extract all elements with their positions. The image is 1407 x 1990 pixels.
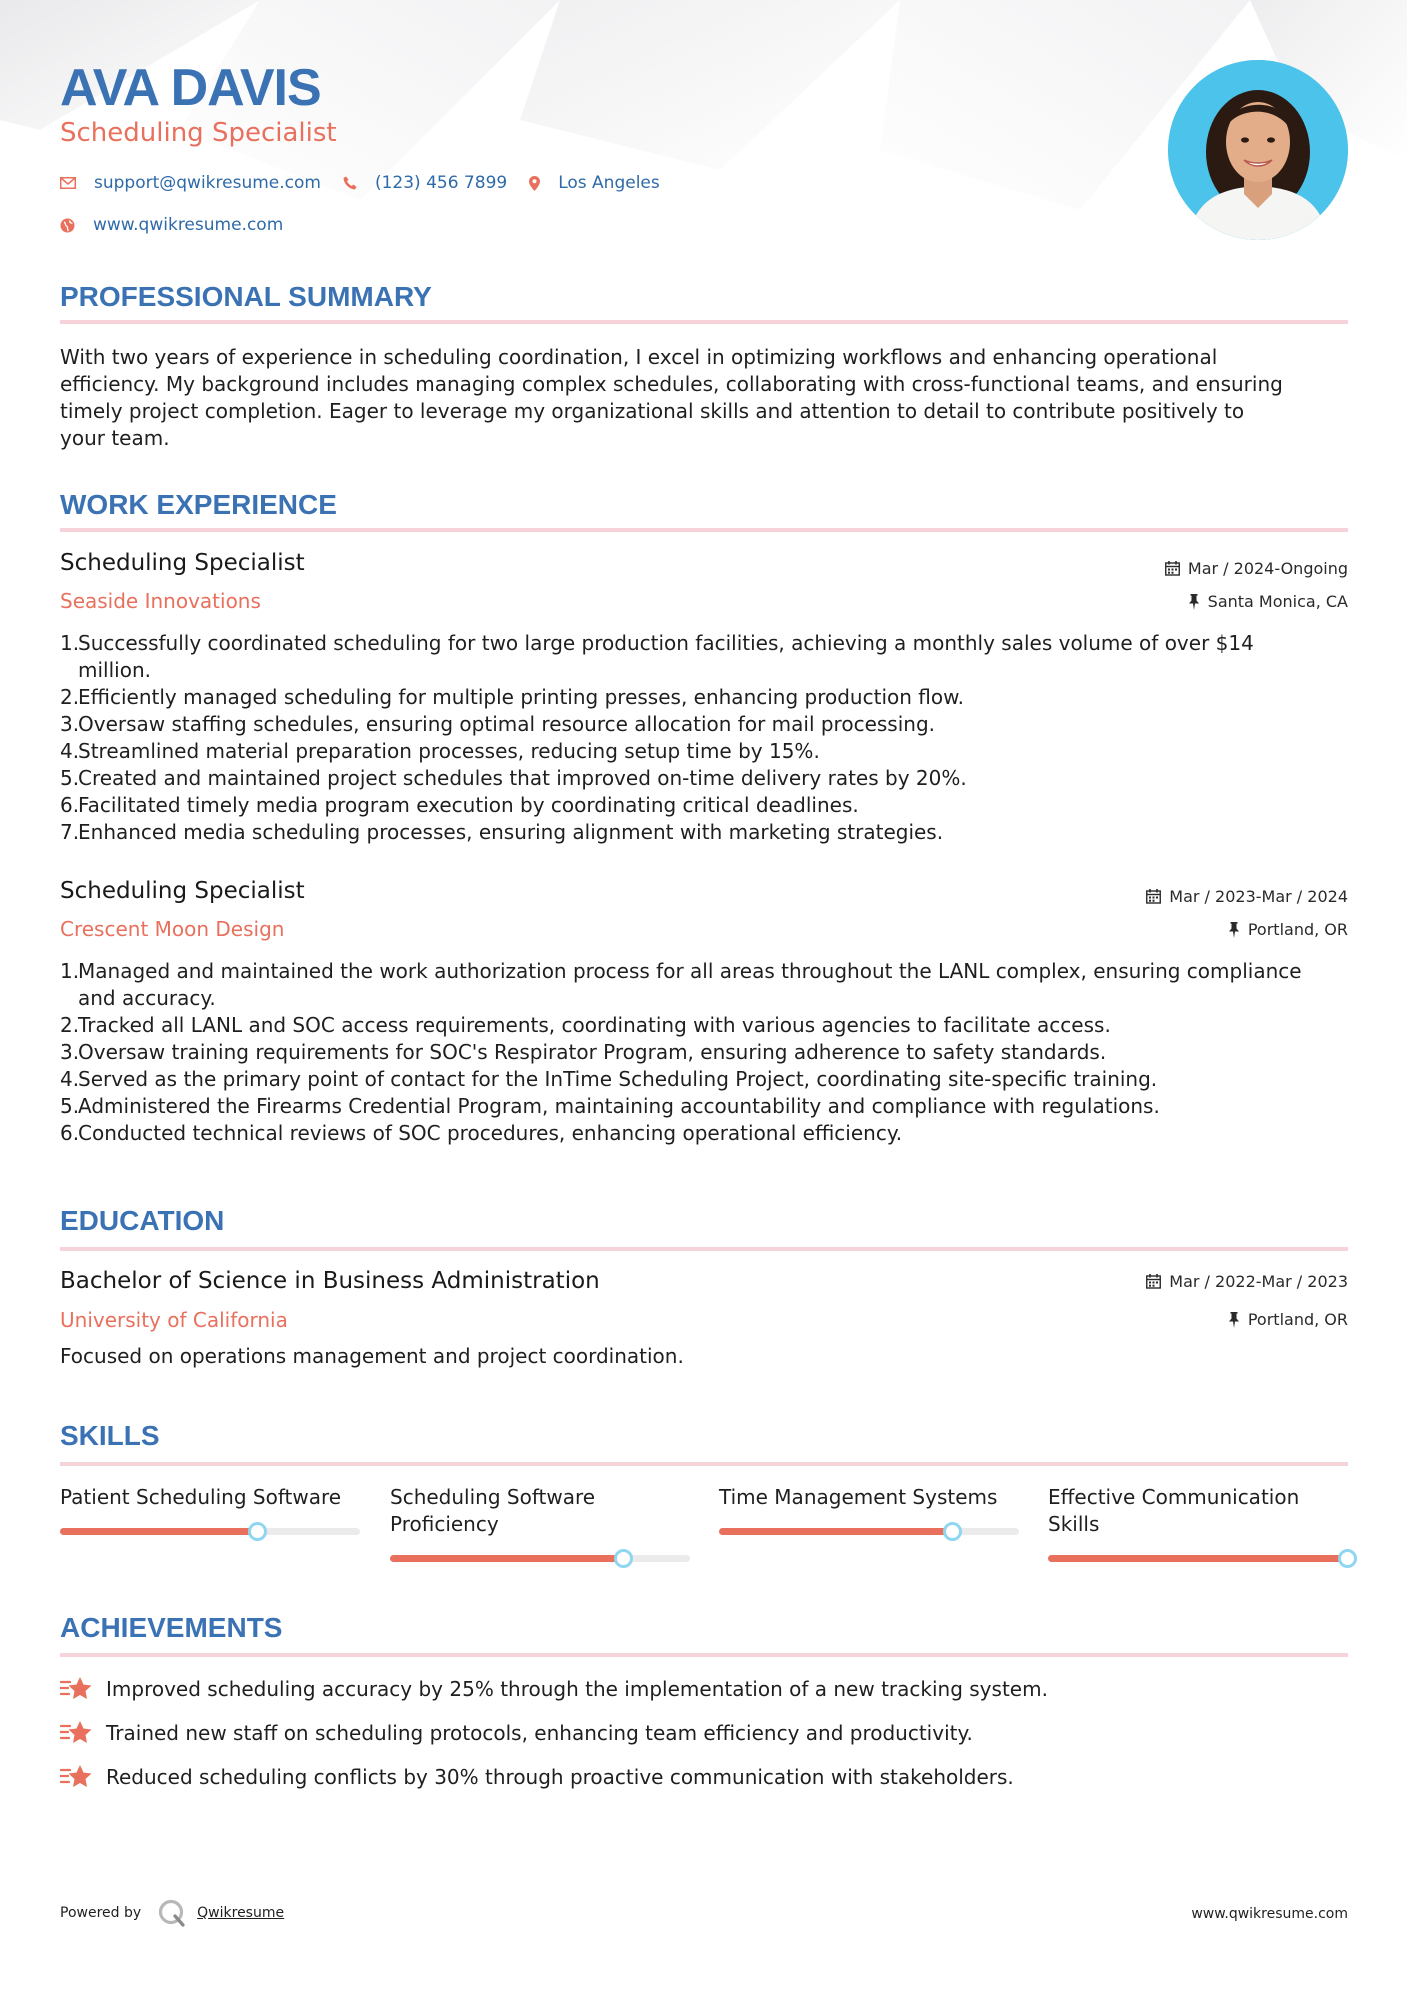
skills-divider: [60, 1462, 1348, 1466]
job-location-text: Santa Monica, CA: [1207, 592, 1348, 611]
skill-item: [1048, 1484, 1348, 1538]
skill-level-fill: [60, 1528, 258, 1535]
education-location: [1228, 1310, 1348, 1329]
profile-photo: [1168, 60, 1348, 240]
shooting-star-icon: [60, 1764, 92, 1790]
achievement-item: [60, 1676, 1048, 1702]
qwikresume-logo-icon: [157, 1898, 187, 1928]
list-item: Managed and maintained the work authorization process for all areas throughout the LANL complex, ensuring compliance and accuracy.: [78, 959, 1302, 1010]
contact-location: [529, 173, 660, 193]
powered-by-label: Powered by: [60, 1905, 142, 1921]
job-bullets: [60, 958, 1310, 1147]
list-item: Successfully coordinated scheduling for two large production facilities, achieving a monthly sales volume of over $14 million.: [78, 631, 1254, 682]
list-item: Conducted technical reviews of SOC procedures, enhancing operational efficiency.: [78, 1121, 903, 1145]
summary-section-title: PROFESSIONAL SUMMARY: [60, 281, 432, 312]
summary-text: With two years of experience in scheduling coordination, I excel in optimizing workflows and enhancing operational efficiency. My background includes managing complex schedules, collaborating with cross-functional teams, and ensuring timely project completion. Eager to leverage my organizational skills and attention to detail to contribute positively to your team.: [60, 345, 1283, 450]
list-item: Created and maintained project schedules that improved on-time delivery rates by 20%.: [78, 766, 967, 790]
skill-name: Effective Communication Skills: [1048, 1485, 1300, 1536]
skill-item: [390, 1484, 690, 1538]
portrait-illustration: [1168, 60, 1348, 240]
summary-divider: [60, 320, 1348, 324]
candidate-role: Scheduling Specialist: [60, 118, 337, 148]
skill-level-bar: [60, 1528, 360, 1535]
skill-name: Scheduling Software Proficiency: [390, 1485, 596, 1536]
achievement-item: [60, 1764, 1014, 1790]
education-section-title: EDUCATION: [60, 1205, 225, 1236]
shooting-star-icon: [60, 1676, 92, 1702]
skill-level-bar: [1048, 1555, 1348, 1562]
globe-icon: [60, 218, 75, 233]
location-text: Los Angeles: [558, 173, 660, 193]
pushpin-icon: [1188, 594, 1200, 610]
calendar-icon: [1146, 889, 1161, 904]
skill-level-knob: [614, 1549, 633, 1568]
job-location: [1228, 920, 1348, 939]
skill-level-fill: [390, 1555, 624, 1562]
achievement-text: Reduced scheduling conflicts by 30% through proactive communication with stakeholders.: [106, 1765, 1014, 1789]
job-dates: [1165, 559, 1348, 578]
list-item: Administered the Firearms Credential Program, maintaining accountability and compliance with regulations.: [78, 1094, 1160, 1118]
skill-level-fill: [1048, 1555, 1348, 1562]
pushpin-icon: [1228, 1312, 1240, 1328]
skill-level-knob: [943, 1522, 962, 1541]
job-bullets: [60, 630, 1310, 846]
skill-item: [60, 1484, 360, 1511]
list-item: Tracked all LANL and SOC access requirements, coordinating with various agencies to facilitate access.: [78, 1013, 1111, 1037]
website-text: www.qwikresume.com: [93, 215, 284, 235]
education-divider: [60, 1247, 1348, 1251]
pushpin-icon: [1228, 922, 1240, 938]
skill-name: Patient Scheduling Software: [60, 1485, 342, 1509]
skill-level-bar: [719, 1528, 1019, 1535]
phone-icon: [343, 176, 357, 190]
job-dates-text: Mar / 2023-Mar / 2024: [1169, 887, 1348, 906]
skills-section-title: SKILLS: [60, 1420, 160, 1451]
shooting-star-icon: [60, 1720, 92, 1746]
calendar-icon: [1146, 1274, 1161, 1289]
list-item: Enhanced media scheduling processes, ensuring alignment with marketing strategies.: [78, 820, 944, 844]
footer-powered-by: [60, 1898, 284, 1928]
degree-title: Bachelor of Science in Business Administration: [60, 1268, 600, 1294]
education-dates-text: Mar / 2022-Mar / 2023: [1169, 1272, 1348, 1291]
skill-level-fill: [719, 1528, 953, 1535]
achievements-section-title: ACHIEVEMENTS: [60, 1612, 283, 1643]
job-company: Seaside Innovations: [60, 589, 261, 613]
phone-text: (123) 456 7899: [374, 173, 508, 193]
job-company: Crescent Moon Design: [60, 917, 285, 941]
list-item: Served as the primary point of contact for the InTime Scheduling Project, coordinating site-specific training.: [78, 1067, 1158, 1091]
contact-website[interactable]: [60, 215, 283, 235]
education-description: Focused on operations management and project coordination.: [60, 1344, 684, 1368]
job-dates-text: Mar / 2024-Ongoing: [1187, 559, 1348, 578]
calendar-icon: [1165, 561, 1180, 576]
contact-row: [60, 173, 682, 193]
website-row: [60, 215, 305, 235]
map-pin-icon: [529, 176, 540, 191]
contact-email[interactable]: [60, 173, 321, 193]
education-dates: [1146, 1272, 1348, 1291]
contact-phone[interactable]: [343, 173, 507, 193]
envelope-icon: [60, 177, 76, 189]
list-item: Facilitated timely media program execution by coordinating critical deadlines.: [78, 793, 859, 817]
school-name: University of California: [60, 1308, 288, 1332]
skill-item: [719, 1484, 1019, 1511]
education-location-text: Portland, OR: [1247, 1310, 1348, 1329]
experience-divider: [60, 528, 1348, 532]
skill-level-bar: [390, 1555, 690, 1562]
email-text: support@qwikresume.com: [94, 173, 321, 193]
experience-section-title: WORK EXPERIENCE: [60, 489, 337, 520]
achievement-text: Trained new staff on scheduling protocols, enhancing team efficiency and productivity.: [106, 1721, 973, 1745]
qwikresume-link[interactable]: Qwikresume: [197, 1905, 285, 1921]
skill-name: Time Management Systems: [719, 1485, 998, 1509]
achievement-text: Improved scheduling accuracy by 25% through the implementation of a new tracking system.: [106, 1677, 1048, 1701]
job-title: Scheduling Specialist: [60, 878, 305, 904]
list-item: Oversaw staffing schedules, ensuring optimal resource allocation for mail processing.: [78, 712, 936, 736]
job-dates: [1146, 887, 1348, 906]
job-title: Scheduling Specialist: [60, 550, 305, 576]
job-location: [1188, 592, 1348, 611]
list-item: Streamlined material preparation processes, reducing setup time by 15%.: [78, 739, 820, 763]
candidate-name: AVA DAVIS: [60, 59, 321, 117]
list-item: Oversaw training requirements for SOC's Respirator Program, ensuring adherence to safety standards.: [78, 1040, 1107, 1064]
skill-level-knob: [248, 1522, 267, 1541]
achievement-item: [60, 1720, 973, 1746]
job-location-text: Portland, OR: [1247, 920, 1348, 939]
footer-website[interactable]: www.qwikresume.com: [1191, 1906, 1348, 1922]
list-item: Efficiently managed scheduling for multiple printing presses, enhancing production flow.: [78, 685, 964, 709]
skill-level-knob: [1338, 1549, 1357, 1568]
achievements-divider: [60, 1653, 1348, 1657]
